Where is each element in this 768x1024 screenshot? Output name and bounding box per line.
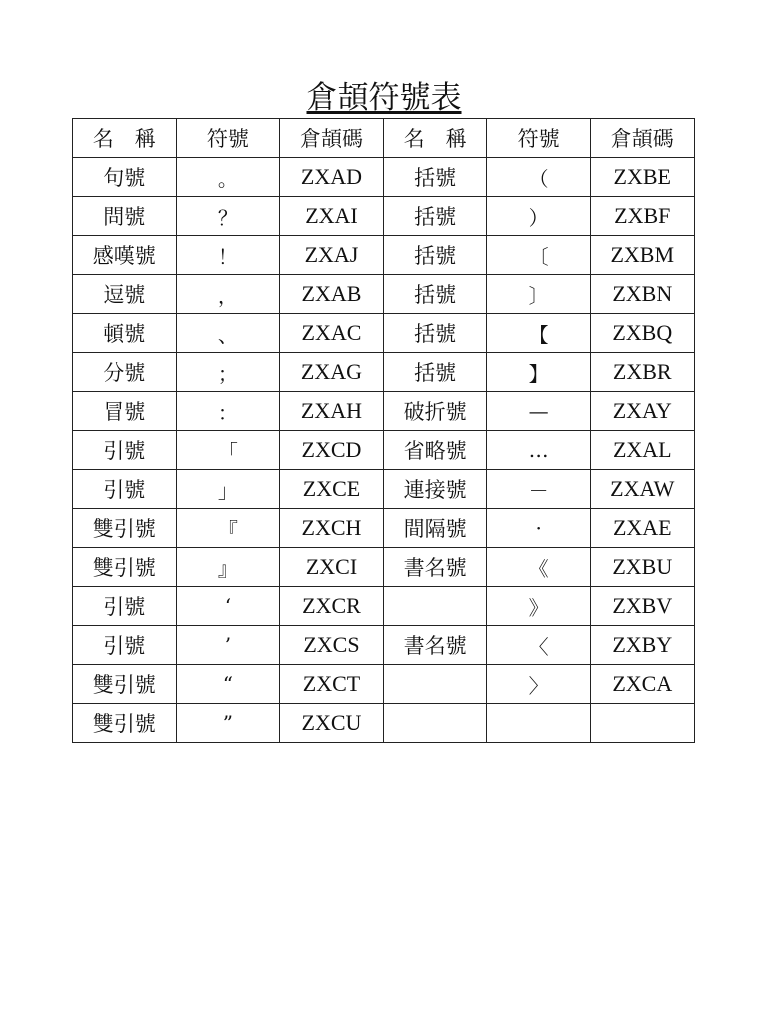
cell-name-right: 括號 <box>383 158 487 197</box>
table-row <box>73 704 695 743</box>
cell-code-left: ZXAG <box>280 353 384 392</box>
cell-code-right: ZXAW <box>590 470 694 509</box>
cell-symbol-right: 〕 <box>487 275 591 314</box>
cell-name-right: 括號 <box>383 275 487 314</box>
cell-symbol-right: 〉 <box>487 665 591 704</box>
header-row <box>73 119 695 158</box>
cell-name-left: 感嘆號 <box>73 236 177 275</box>
cell-name-right: 書名號 <box>383 626 487 665</box>
cell-symbol-right: — <box>487 392 591 431</box>
header-symbol-left: 符號 <box>176 119 280 158</box>
cell-symbol-left: ‘ <box>176 587 280 626</box>
cell-code-left: ZXAI <box>280 197 384 236</box>
cell-name-left: 引號 <box>73 587 177 626</box>
header-code-left: 倉頡碼 <box>280 119 384 158</box>
table-row <box>73 431 695 470</box>
cell-name-left: 分號 <box>73 353 177 392</box>
cell-name-left: 雙引號 <box>73 509 177 548</box>
cell-code-left: ZXCT <box>280 665 384 704</box>
cell-name-right <box>383 587 487 626</box>
cell-name-left: 雙引號 <box>73 548 177 587</box>
cell-code-left: ZXCU <box>280 704 384 743</box>
cell-symbol-right: 《 <box>487 548 591 587</box>
cell-name-left: 逗號 <box>73 275 177 314</box>
cell-symbol-right: 】 <box>487 353 591 392</box>
cell-symbol-left: “ <box>176 665 280 704</box>
cell-symbol-left: ！ <box>176 236 280 275</box>
cell-code-right: ZXBR <box>590 353 694 392</box>
cell-symbol-left: ， <box>176 275 280 314</box>
cell-symbol-right: · <box>487 509 591 548</box>
cell-code-left: ZXAH <box>280 392 384 431</box>
cell-name-right <box>383 665 487 704</box>
cell-name-left: 冒號 <box>73 392 177 431</box>
cell-name-left: 頓號 <box>73 314 177 353</box>
cell-code-left: ZXAD <box>280 158 384 197</box>
table-row <box>73 665 695 704</box>
cell-code-left: ZXCS <box>280 626 384 665</box>
cell-symbol-left: ： <box>176 392 280 431</box>
cell-symbol-right: ） <box>487 197 591 236</box>
cell-code-left: ZXAB <box>280 275 384 314</box>
cell-symbol-right: … <box>487 431 591 470</box>
cell-name-right: 括號 <box>383 236 487 275</box>
cell-name-right: 括號 <box>383 353 487 392</box>
header-name-left: 名 稱 <box>73 119 177 158</box>
table-row <box>73 353 695 392</box>
cell-code-right: ZXBV <box>590 587 694 626</box>
cell-code-left: ZXCD <box>280 431 384 470</box>
cell-name-left: 引號 <box>73 431 177 470</box>
cell-code-left: ZXCI <box>280 548 384 587</box>
cell-name-right: 破折號 <box>383 392 487 431</box>
cell-code-right: ZXBQ <box>590 314 694 353</box>
symbol-table <box>72 118 695 743</box>
cell-symbol-right: － <box>487 470 591 509</box>
cell-name-right: 連接號 <box>383 470 487 509</box>
table-row <box>73 314 695 353</box>
cell-name-right: 括號 <box>383 314 487 353</box>
cell-name-right: 省略號 <box>383 431 487 470</box>
cell-symbol-left: ？ <box>176 197 280 236</box>
table-row <box>73 626 695 665</box>
table-row <box>73 236 695 275</box>
cell-name-right: 括號 <box>383 197 487 236</box>
cell-code-right: ZXBF <box>590 197 694 236</box>
cell-symbol-right: 【 <box>487 314 591 353</box>
cell-name-right <box>383 704 487 743</box>
table-row <box>73 392 695 431</box>
cell-code-right: ZXBM <box>590 236 694 275</box>
table-row <box>73 548 695 587</box>
cell-name-left: 雙引號 <box>73 704 177 743</box>
cell-symbol-right: 》 <box>487 587 591 626</box>
table-row <box>73 587 695 626</box>
cell-symbol-left: ” <box>176 704 280 743</box>
cell-code-right: ZXBN <box>590 275 694 314</box>
cell-code-right: ZXAE <box>590 509 694 548</box>
cell-code-left: ZXAJ <box>280 236 384 275</box>
cell-code-right: ZXAL <box>590 431 694 470</box>
cell-symbol-right: （ <box>487 158 591 197</box>
cell-code-left: ZXCE <box>280 470 384 509</box>
cell-symbol-left: 「 <box>176 431 280 470</box>
cell-code-right <box>590 704 694 743</box>
cell-code-left: ZXCR <box>280 587 384 626</box>
cell-code-left: ZXCH <box>280 509 384 548</box>
table-row <box>73 470 695 509</box>
cell-symbol-left: 。 <box>176 158 280 197</box>
table-row <box>73 509 695 548</box>
page-title: 倉頡符號表 <box>306 80 462 116</box>
cell-code-right: ZXAY <box>590 392 694 431</box>
cell-symbol-right: 〈 <box>487 626 591 665</box>
cell-name-left: 雙引號 <box>73 665 177 704</box>
cell-code-right: ZXBU <box>590 548 694 587</box>
cell-symbol-left: ’ <box>176 626 280 665</box>
cell-symbol-right: 〔 <box>487 236 591 275</box>
cell-code-right: ZXBE <box>590 158 694 197</box>
cell-code-right: ZXBY <box>590 626 694 665</box>
cell-code-right: ZXCA <box>590 665 694 704</box>
table-row <box>73 275 695 314</box>
cell-name-right: 間隔號 <box>383 509 487 548</box>
cell-code-left: ZXAC <box>280 314 384 353</box>
header-name-right: 名 稱 <box>383 119 487 158</box>
table-row <box>73 197 695 236</box>
header-symbol-right: 符號 <box>487 119 591 158</box>
cell-symbol-left: 」 <box>176 470 280 509</box>
cell-symbol-left: ； <box>176 353 280 392</box>
cell-name-left: 引號 <box>73 470 177 509</box>
cell-name-left: 句號 <box>73 158 177 197</box>
cell-name-right: 書名號 <box>383 548 487 587</box>
cell-symbol-left: 、 <box>176 314 280 353</box>
cell-symbol-left: 『 <box>176 509 280 548</box>
cell-name-left: 引號 <box>73 626 177 665</box>
cell-symbol-right <box>487 704 591 743</box>
table-row <box>73 158 695 197</box>
cell-name-left: 問號 <box>73 197 177 236</box>
header-code-right: 倉頡碼 <box>590 119 694 158</box>
cell-symbol-left: 』 <box>176 548 280 587</box>
